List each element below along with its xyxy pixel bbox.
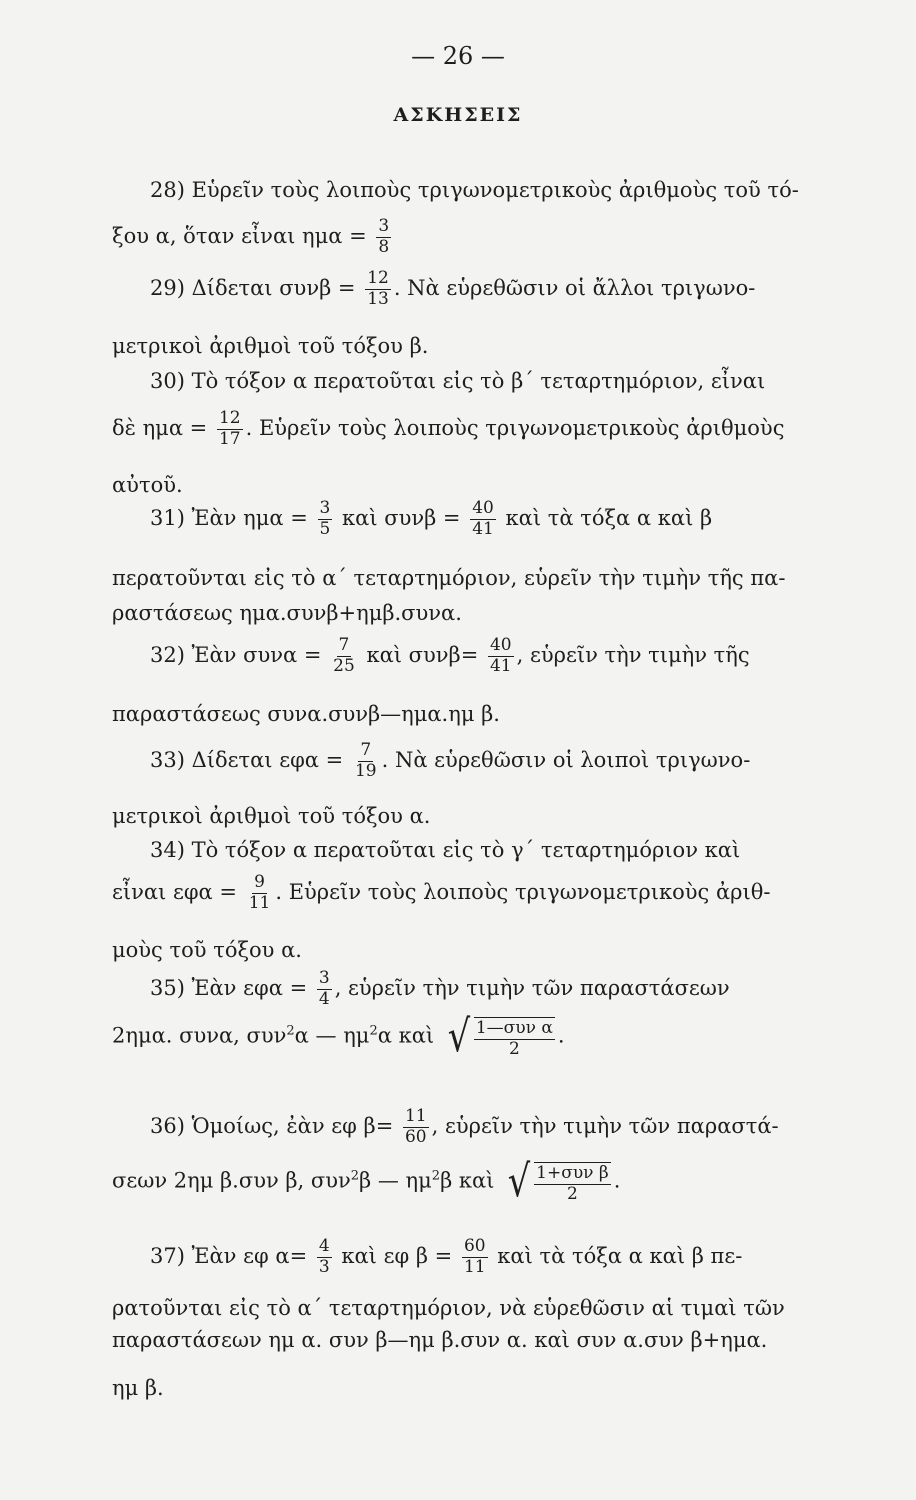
exercise-34-line-1: 34) Τὸ τόξον α περατοῦται εἰς τὸ γ΄ τεταρτημόριον καὶ [150, 838, 741, 862]
fraction [403, 1108, 429, 1147]
exercise-33-line-1 [150, 742, 750, 781]
fraction-numerator: 40 [472, 498, 494, 518]
exercise-37-line-3: παραστάσεων ημ α. συν β—ημ β.συν α. καὶ συν α.συν β+ημα. [112, 1328, 768, 1352]
fraction-numerator: 3 [319, 498, 331, 518]
expression-text: β — ημ [359, 1168, 432, 1193]
fraction-numerator: 7 [360, 740, 372, 760]
exercise-36-line-2 [112, 1156, 621, 1207]
fraction-numerator: 7 [338, 635, 350, 655]
fraction-numerator: 1—συν α [475, 1018, 553, 1039]
fraction-denominator: 60 [404, 1126, 427, 1147]
exercise-37-text: 37) Ἐὰν εφ α= [150, 1243, 308, 1268]
fraction-numerator: 3 [318, 968, 330, 988]
exercise-32-line-2: παραστάσεως συνα.συνβ—ημα.ημ β. [112, 702, 500, 726]
fraction [247, 874, 273, 913]
exercise-31-line-2: περατοῦνται εἰς τὸ α΄ τεταρτημόριον, εὑρεῖν τὴν τιμὴν τῆς πα- [112, 566, 786, 590]
exponent: 2 [431, 1168, 441, 1184]
exercise-34-text-end: . Εὑρεῖν τοὺς λοιποὺς τριγωνομετρικοὺς ἀριθ- [275, 879, 771, 904]
exercise-33-text: 33) Δίδεται εφα = [150, 747, 344, 772]
exercise-31-line-1 [150, 500, 712, 539]
exercise-28-line-2 [112, 218, 394, 257]
fraction-denominator: 19 [354, 760, 377, 781]
fraction [462, 1238, 488, 1277]
exponent: 2 [350, 1168, 360, 1184]
fraction-denominator: 5 [319, 518, 331, 539]
page-number: — 26 — [411, 42, 505, 70]
fraction [331, 637, 357, 676]
exercise-29-line-2: μετρικοὶ ἀριθμοὶ τοῦ τόξου β. [112, 334, 429, 358]
expression-text: α καὶ [377, 1023, 435, 1048]
exercise-33-line-2: μετρικοὶ ἀριθμοὶ τοῦ τόξου α. [112, 804, 431, 828]
exercise-32-text: 32) Ἐὰν συνα = [150, 642, 322, 667]
fraction [376, 218, 391, 257]
exercise-30-text: δὲ ημα = [112, 415, 208, 440]
radical-sign: √ [447, 1011, 471, 1062]
exercise-29-text-end: . Νὰ εὑρεθῶσιν οἱ ἄλλοι τριγωνο- [393, 275, 756, 300]
exercise-37-line-2: ρατοῦνται εἰς τὸ α΄ τεταρτημόριον, νὰ εὑρεθῶσιν αἱ τιμαὶ τῶν [112, 1296, 785, 1320]
fraction [488, 637, 514, 676]
exercise-31-text-end: καὶ τὰ τόξα α καὶ β [505, 505, 713, 530]
exercise-30-text-end: . Εὑρεῖν τοὺς λοιποὺς τριγωνομετρικοὺς ἀριθμοὺς [245, 415, 785, 440]
exercise-30-line-1: 30) Τὸ τόξον α περατοῦται εἰς τὸ β΄ τεταρτημόριον, εἶναι [150, 369, 766, 393]
exercise-29-line-1 [150, 270, 755, 309]
fraction [365, 270, 391, 309]
exercise-29-text: 29) Δίδεται συνβ = [150, 275, 356, 300]
exponent: 2 [286, 1023, 295, 1039]
fraction-numerator: 60 [463, 1236, 486, 1256]
exercise-35-line-2 [112, 1011, 565, 1062]
exercise-34-line-3: μοὺς τοῦ τόξου α. [112, 938, 302, 962]
exercise-35-text-end: , εὑρεῖν τὴν τιμὴν τῶν παραστάσεων [334, 975, 730, 1000]
fraction [470, 500, 496, 539]
exercise-34-line-2 [112, 874, 770, 913]
exercise-35-line-1 [150, 970, 730, 1009]
fraction [353, 742, 379, 781]
fraction-denominator: 17 [218, 428, 241, 449]
fraction [318, 500, 333, 539]
exercise-32-line-1 [150, 637, 750, 676]
fraction-numerator: 1+συν β [536, 1163, 609, 1184]
fraction-denominator: 13 [367, 288, 389, 309]
exercise-32-text-end: , εὑρεῖν τὴν τιμὴν τῆς [516, 642, 750, 667]
exercise-30-line-2 [112, 410, 784, 449]
fraction-denominator: 8 [378, 236, 390, 257]
section-heading: ΑΣΚΗΣΕΙΣ [393, 104, 523, 126]
exercise-37-line-4: ημ β. [112, 1376, 164, 1400]
exercise-36-text-end: , εὑρεῖν τὴν τιμὴν τῶν παραστά- [431, 1113, 779, 1138]
exercise-31-text: 31) Ἐὰν ημα = [150, 505, 308, 530]
exercise-37-text-mid: καὶ εφ β = [341, 1243, 453, 1268]
exercise-28-text: ξου α, ὅταν εἶναι ημα = [112, 223, 367, 248]
expression-text: β καὶ [440, 1168, 495, 1193]
exponent: 2 [369, 1023, 378, 1039]
exercise-36-line-1 [150, 1108, 779, 1147]
fraction-denominator: 2 [508, 1039, 520, 1060]
exercise-37-line-1 [150, 1238, 742, 1277]
fraction [534, 1162, 611, 1204]
exercise-37-text-end: καὶ τὰ τόξα α καὶ β πε- [497, 1243, 743, 1268]
fraction-numerator: 40 [489, 635, 512, 655]
fraction [474, 1017, 555, 1059]
fraction-denominator: 25 [333, 655, 355, 676]
fraction-numerator: 11 [404, 1106, 427, 1126]
fraction-numerator: 3 [378, 216, 390, 236]
exercise-30-line-3: αὐτοῦ. [112, 473, 183, 497]
exercise-33-text-end: . Νὰ εὑρεθῶσιν οἱ λοιποὶ τριγωνο- [381, 747, 751, 772]
fraction [317, 970, 332, 1009]
expression-text: σεων 2ημ β.συν β, συν [112, 1168, 351, 1193]
fraction-numerator: 12 [367, 268, 389, 288]
fraction-denominator: 41 [472, 518, 494, 539]
period: . [557, 1023, 565, 1048]
exercise-35-text: 35) Ἐὰν εφα = [150, 975, 308, 1000]
exercise-36-text: 36) Ὁμοίως, ἐὰν εφ β= [150, 1113, 394, 1138]
fraction [317, 1238, 332, 1277]
fraction-denominator: 11 [463, 1256, 486, 1277]
square-root [445, 1011, 558, 1062]
exercise-31-line-3: ραστάσεως ημα.συνβ+ημβ.συνα. [112, 601, 462, 625]
fraction-denominator: 4 [318, 988, 330, 1009]
exercise-31-text-mid: καὶ συνβ = [342, 505, 461, 530]
fraction-denominator: 2 [567, 1184, 578, 1205]
period: . [613, 1168, 621, 1193]
exercise-34-text: εἶναι εφα = [112, 879, 238, 904]
fraction-numerator: 9 [254, 872, 265, 892]
fraction-numerator: 4 [318, 1236, 330, 1256]
fraction-denominator: 41 [489, 655, 512, 676]
fraction [217, 410, 243, 449]
exercise-28-line-1: 28) Εὑρεῖν τοὺς λοιποὺς τριγωνομετρικοὺς ἀριθμοὺς τοῦ τό- [150, 178, 799, 202]
fraction-denominator: 11 [248, 892, 271, 913]
expression-text: 2ημα. συνα, συν [112, 1023, 287, 1048]
expression-text: α — ημ [294, 1023, 370, 1048]
exercise-32-text-mid: καὶ συνβ= [366, 642, 479, 667]
square-root [505, 1156, 614, 1207]
fraction-denominator: 3 [318, 1256, 330, 1277]
radical-sign: √ [507, 1156, 531, 1207]
fraction-numerator: 12 [218, 408, 241, 428]
